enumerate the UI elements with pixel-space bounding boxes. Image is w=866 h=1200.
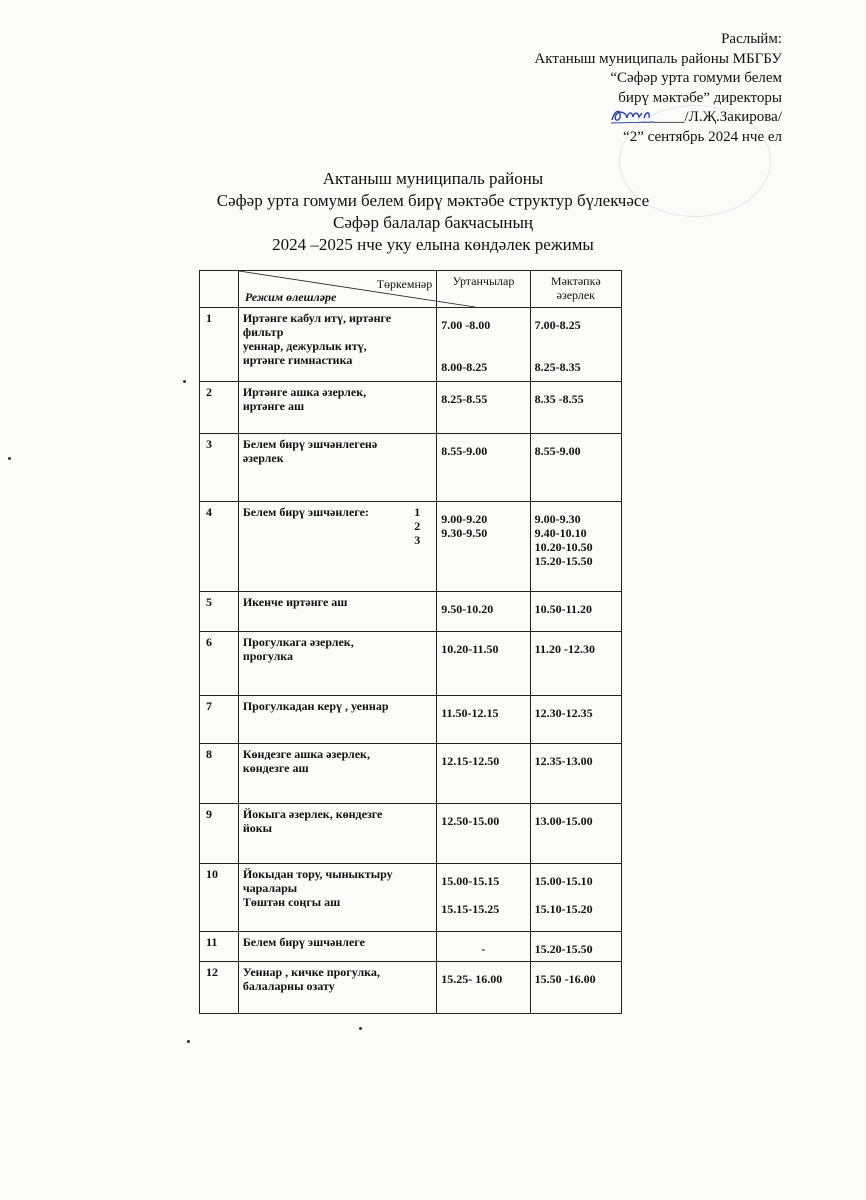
approval-line-1: Актаныш муниципаль районы МБГБУ (534, 50, 782, 67)
cell-line: - (481, 942, 486, 956)
row-number: 10 (200, 864, 239, 932)
cell-line: Прогулкага әзерлек, (242, 635, 354, 649)
cell-line: 8.55-9.00 (534, 444, 581, 458)
activity-cell (238, 382, 436, 434)
cell-line: 1 (414, 505, 421, 519)
cell-line: 3 (414, 533, 421, 547)
activity-cell (238, 804, 436, 864)
header-diagonal-cell (238, 271, 436, 308)
title-line-1: Актаныш муниципаль районы (322, 169, 544, 188)
activity-cell (238, 696, 436, 744)
approval-line-4: ______/Л.Җ.Закирова/ (639, 109, 782, 125)
cell-line: йокы (242, 821, 273, 835)
cell-line: иртәнге аш (242, 399, 305, 413)
table-row (200, 696, 622, 744)
cell-line: Йокыга әзерлек, көндезге (242, 807, 383, 821)
header-groups: Төркемнәр (376, 277, 433, 291)
table-row (200, 382, 622, 434)
table-row (200, 744, 622, 804)
cell-line: Икенче иртәнге аш (242, 595, 348, 609)
speck (183, 380, 186, 383)
cell-line: Иртәнге ашка әзерлек, (242, 385, 367, 399)
time-prep-cell (530, 502, 621, 592)
spacer (535, 332, 617, 360)
time-prep-cell (530, 962, 621, 1014)
time-middle-cell (437, 962, 530, 1014)
activity-cell (238, 502, 436, 592)
table-row (200, 592, 622, 632)
cell-line: Көндезге ашка әзерлек, (242, 747, 370, 761)
cell-line: 15.20-15.50 (534, 942, 593, 956)
document-title (0, 168, 866, 256)
spacer (441, 888, 525, 902)
time-middle-cell (437, 696, 530, 744)
time-middle-cell (437, 932, 530, 962)
time-prep-cell (530, 382, 621, 434)
cell-line: 15.15-15.25 (441, 902, 500, 916)
row-number: 6 (200, 632, 239, 696)
cell-line: 8.35 -8.55 (534, 392, 584, 406)
header-col-middle: Уртанчылар (437, 271, 530, 308)
table-body (200, 308, 622, 1014)
row-number: 2 (200, 382, 239, 434)
time-middle-cell (437, 592, 530, 632)
title-line-2: Сәфәр урта гомуми белем бирү мәктәбе структур бүлекчәсе (216, 191, 650, 210)
activity-text (243, 505, 369, 547)
cell-line: 2 (414, 519, 421, 533)
time-prep-cell (530, 804, 621, 864)
time-middle-cell (437, 632, 530, 696)
cell-line: Уеннар , кичке прогулка, (242, 965, 380, 979)
cell-line: 10.20-10.50 (534, 540, 593, 554)
cell-line: чаралары (242, 881, 298, 895)
activity-with-sub (243, 505, 432, 547)
cell-line: 13.00-15.00 (534, 814, 593, 828)
table-row (200, 864, 622, 932)
table-row (200, 502, 622, 592)
time-prep-cell (530, 632, 621, 696)
row-number: 12 (200, 962, 239, 1014)
header-num-cell (200, 271, 239, 308)
cell-line: көндезге аш (242, 761, 309, 775)
cell-line: 15.00-15.15 (441, 874, 500, 888)
cell-line: 7.00 -8.00 (441, 318, 491, 332)
cell-line: 8.55-9.00 (441, 444, 488, 458)
cell-line: 15.10-15.20 (534, 902, 593, 916)
cell-line: Белем бирү эшчәнлеге: (242, 505, 369, 519)
activity-cell (238, 308, 436, 382)
spacer (441, 332, 525, 360)
row-number: 8 (200, 744, 239, 804)
cell-line: Йокыдан тору, чыныктыру (242, 867, 393, 881)
time-prep-cell (530, 744, 621, 804)
cell-line: 9.50-10.20 (441, 602, 494, 616)
time-prep-cell (530, 308, 621, 382)
speck (359, 1027, 362, 1030)
title-line-4: 2024 –2025 нче уку елына көндәлек режимы (272, 235, 594, 254)
cell-line: прогулка (242, 649, 294, 663)
cell-line: 15.50 -16.00 (534, 972, 596, 986)
cell-line: 9.30-9.50 (441, 526, 488, 540)
table-row (200, 434, 622, 502)
row-number: 1 (200, 308, 239, 382)
cell-line: Прогулкадан керү , уеннар (242, 699, 389, 713)
header-moments: Режим өлешләре (244, 290, 337, 304)
approval-label: Раслыйм: (721, 31, 782, 47)
cell-line: 10.50-11.20 (534, 602, 592, 616)
cell-line: 8.00-8.25 (441, 360, 488, 374)
row-number: 11 (200, 932, 239, 962)
cell-line: 12.30-12.35 (534, 706, 593, 720)
row-number: 5 (200, 592, 239, 632)
activity-cell (238, 962, 436, 1014)
row-number: 7 (200, 696, 239, 744)
time-prep-cell (530, 434, 621, 502)
time-prep-cell (530, 932, 621, 962)
table-row (200, 962, 622, 1014)
cell-line: уеннар, дежурлык итү, (242, 339, 367, 353)
row-number: 3 (200, 434, 239, 502)
cell-line: 12.15-12.50 (441, 754, 500, 768)
cell-line: 12.50-15.00 (441, 814, 500, 828)
spacer (535, 888, 617, 902)
activity-sub-numbers (414, 505, 432, 547)
speck (187, 1040, 190, 1043)
cell-line: 15.00-15.10 (534, 874, 593, 888)
activity-cell (238, 932, 436, 962)
header-col-prep: Мәктәпкә әзерлек (530, 271, 621, 308)
cell-line: Төштән соңгы аш (242, 895, 341, 909)
title-line-3: Сәфәр балалар бакчасының (333, 213, 533, 232)
cell-line: 7.00-8.25 (534, 318, 581, 332)
table-row (200, 632, 622, 696)
time-middle-cell (437, 804, 530, 864)
row-number: 4 (200, 502, 239, 592)
table-row (200, 932, 622, 962)
approval-line-2: “Сәфәр урта гомуми белем (610, 70, 782, 86)
activity-cell (238, 632, 436, 696)
schedule-table (199, 270, 622, 1014)
time-prep-cell (530, 592, 621, 632)
approval-line-3: бирү мәктәбе” директоры (618, 89, 782, 106)
cell-line: 8.25-8.55 (441, 392, 488, 406)
cell-line: балаларны озату (242, 979, 335, 993)
cell-line: 9.00-9.20 (441, 512, 488, 526)
activity-cell (238, 434, 436, 502)
time-prep-cell (530, 864, 621, 932)
cell-line: 15.20-15.50 (534, 554, 593, 568)
cell-line: Белем бирү эшчәнлеге (242, 935, 365, 949)
time-middle-cell (437, 434, 530, 502)
cell-line: 9.40-10.10 (534, 526, 587, 540)
cell-line: Белем бирү эшчәнлегенә (242, 437, 378, 451)
activity-cell (238, 592, 436, 632)
time-middle-cell (437, 308, 530, 382)
cell-line: 11.50-12.15 (441, 706, 499, 720)
row-number: 9 (200, 804, 239, 864)
approval-line-5: “2” сентябрь 2024 нче ел (623, 128, 782, 145)
cell-line: 15.25- 16.00 (441, 972, 503, 986)
activity-cell (238, 744, 436, 804)
cell-line: 10.20-11.50 (441, 642, 499, 656)
table-row (200, 804, 622, 864)
cell-line: 9.00-9.30 (534, 512, 581, 526)
time-prep-cell (530, 696, 621, 744)
speck (8, 457, 11, 460)
time-middle-cell (437, 502, 530, 592)
time-middle-cell (437, 744, 530, 804)
cell-line: иртәнге гимнастика (242, 353, 353, 367)
cell-line: 8.25-8.35 (534, 360, 581, 374)
cell-line: әзерлек (242, 451, 284, 465)
cell-line: 12.35-13.00 (534, 754, 593, 768)
activity-cell (238, 864, 436, 932)
cell-line: Иртәнге кабул итү, иртәнге фильтр (242, 311, 392, 339)
time-middle-cell (437, 382, 530, 434)
time-middle-cell (437, 864, 530, 932)
table-row (200, 308, 622, 382)
cell-line: 11.20 -12.30 (534, 642, 595, 656)
